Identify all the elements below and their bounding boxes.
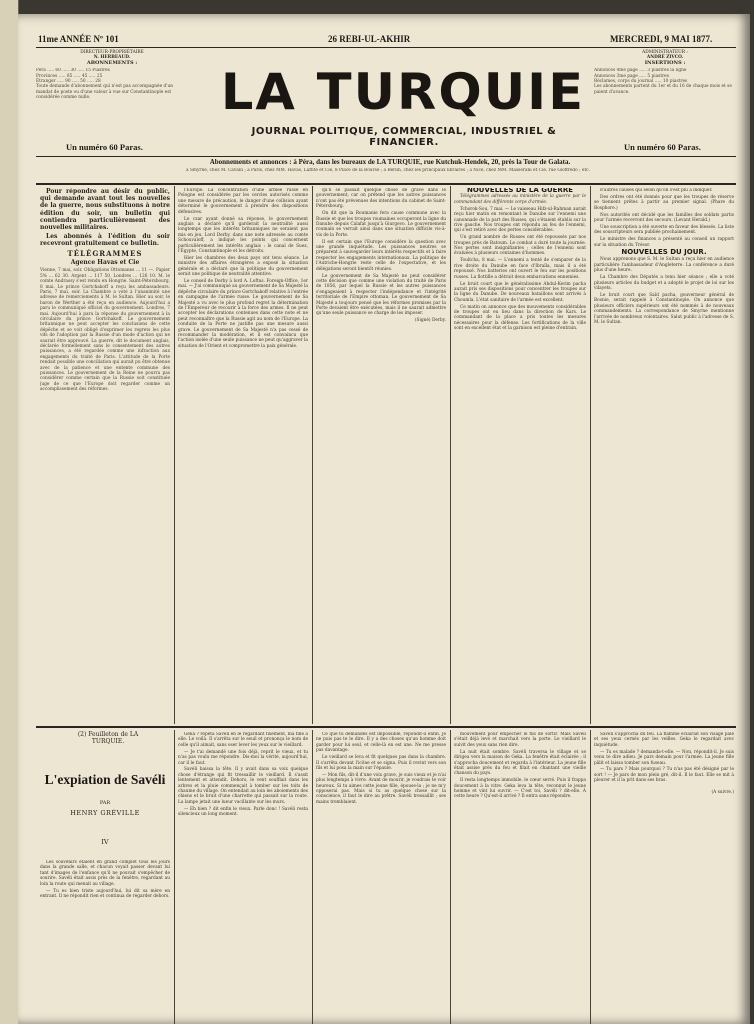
subscription-box-right	[594, 50, 736, 152]
evening-edition-notice-2: Les abonnés à l'édition du soir recevront gratuitement ce bulletin.	[40, 232, 170, 247]
column-1	[40, 188, 170, 722]
director-label: DIRECTEUR-PROPRIÉTAIRE	[80, 50, 144, 55]
to-be-continued: (A suivre.)	[711, 789, 734, 795]
subscription-rates: Péra ..... 60 ..... 30 ..... 15 Piastres Provinces ..... 85 ..... 45 ..... 25 Étranger ..... 90 ..... 50 ..... 28 Toute demande d'abonnement qui n'est pas accompagnée d'un mandat de poste ou d'une valeur à vue sur Constantinople est considérée comme nulle.	[36, 68, 173, 101]
hijri-date: 26 REBI-UL-AKHIR	[328, 34, 411, 44]
issue-number: 11me ANNÉE Nº 101	[38, 34, 119, 44]
column-2: l'Europe. La concentration d'une armée russe en Pologne est considérée par les cercles autorisés comme une mesure de précaution, le danger d'une collision ayant déterminé le gouvernement à prendre des dispositions défensives. Le czar ayant donné sa réponse, le gouvernement anglais a déclaré qu'il garderait la neutralité aussi longtemps que les intérêts britanniques ne seraient pas mis en jeu. Lord Derby, dans une note adressée au comte Schouvaloff, a indiqué les points qui concernent particulièrement les intérêts anglais : le canal de Suez, l'Égypte, Constantinople et les détroits. Hier les chambres des deux pays ont tenu séance. Le ministre des affaires étrangères a exposé la situation générale et a déclaré que la politique du gouvernement serait une politique de neutralité attentive. Le conseil de Derby à lord A. Loftus. Foreign-Office, 1er mai. — J'ai communiqué au gouvernement de Sa Majesté la dépêche circulaire du prince Gortchakoff relative à l'entrée en campagne de l'armée russe. Le gouvernement de Sa Majesté a vu avec le plus profond regret la détermination de l'Empereur de recourir à la force des armes. Il ne peut accepter les déclarations contenues dans cette note et ne peut reconnaître que la Russie agit au nom de l'Europe. La conduite de la Porte ne justifie pas une mesure aussi grave. Le gouvernement de Sa Majesté n'a pas cessé de recommander la modération, et il est convaincu que l'action isolée d'une seule puissance ne peut qu'aggraver la situation de l'Orient et compromettre la paix générale.	[178, 188, 308, 349]
feuilleton-par: PAR	[99, 800, 111, 806]
subscription-notice: Abonnements et annonces : à Péra, dans les bureaux de LA TURQUIE, rue Kutchuk-Hendek, 20, près la Tour de Galata.	[209, 158, 571, 166]
price-right: Un numéro 60 Paras.	[624, 142, 701, 152]
feuilleton-title: L'expiation de Savéli	[44, 772, 166, 787]
war-news-heading: NOUVELLES DE LA GUERRE	[467, 188, 573, 194]
evening-edition-notice: Pour répondre au désir du public, qui demande avant tout les nouvelles de la guerre, nous substituons à notre édition du soir, un bulletin qui contiendra particulièrement des nouvelles militaires.	[40, 188, 170, 232]
column-5-lead: d'autres causes qui selon qu'on s'est plu à indiquer.	[600, 188, 713, 193]
telegrams-heading: TÉLÉGRAMMES	[67, 249, 143, 259]
column-4: NOUVELLES DE LA GUERRE Télégrammes adressés au ministère de la guerre par le commandant des différents corps d'armée. Tchorok-Sou, 7 mai. — Le vaisseau Hifz-ul-Rahman aurait reçu hier matin en remontant le Danube sur l'ennemi une canonnade de la part des Russes, qui s'étaient établis sur la rive gauche. Nos troupes ont répondu au feu de l'ennemi, qui s'est retiré avec des pertes considérables. Un grand nombre de Russes ont été repoussés par nos troupes près de Batoum. Le combat a duré toute la journée. Nos pertes sont insignifiantes ; celles de l'ennemi sont évaluées à plusieurs centaines d'hommes. Toultcha, 8 mai. — L'ennemi a tenté de s'emparer de la rive droite du Danube en face d'Ibraïla, mais il a été repoussé. Nos batteries ont ouvert le feu sur les positions russes. La flottille a détruit deux embarcations ennemies. Le bruit court que le généralissime Abdul-Kerim pacha aurait pris ses dispositions pour concentrer les troupes sur la ligne du Danube. De nouveaux bataillons sont arrivés à Choumla. L'état sanitaire de l'armée est excellent. Ce matin on annonce que des mouvements considérables de troupes ont eu lieu dans la direction de Kars. Le commandant de la place a pris toutes les mesures nécessaires pour la défense. Les fortifications de la ville sont en excellent état et la garnison est pleine d'entrain.	[454, 188, 586, 332]
subscriptions-label: ABONNEMENTS :	[86, 59, 138, 66]
agency-heading: Agence Havas et Cie	[70, 258, 140, 266]
feuilleton-heading: (2) Feuilleton de LA TURQUIE.	[77, 731, 139, 745]
feuilleton-author: HENRY GRÉVILLE	[70, 809, 140, 817]
feuilleton-col-3: Ce que tu demandes est impossible, répondit-il enfin. Je ne puis pas te le dire. Il y a des choses qu'un homme doit garder pour lui seul, et celle-là en est une. Ne me presse pas davantage. Le vieillard se leva et fit quelques pas dans la chambre. Il s'arrêta devant l'icône et se signa. Puis il revint vers son fils et lui posa la main sur l'épaule. — Mon fils, dit-il d'une voix grave, je suis vieux et je n'ai plus longtemps à vivre. Avant de mourir, je voudrais te voir heureux. Si tu aimes cette jeune fille, épouse-la ; je ne m'y opposerai pas. Mais si tu as quelque chose sur la conscience, il faut le dire au prêtre. Savéli tressaillit ; ses mains tremblaient.	[316, 732, 446, 805]
insertion-rates: Annonces 4me page ..... 3 piastres la ligne Annonces 3me page ..... 5 piastres Réclames, corps du journal ..... 10 piastres Les abonnements partent du 1er et du 16 de chaque mois et se paient d'avance.	[594, 68, 732, 95]
feuilleton-chapter: IV	[101, 838, 109, 846]
newspaper-page	[18, 14, 750, 1024]
day-news-heading: NOUVELLES DU JOUR.	[621, 248, 707, 257]
feuilleton-col-2: Geka ? répéta Savéli en le regardant fixement, ma fille à elle. Le voilà. Il s'arrêta sur le seuil et prononça le nom de celle qu'il aimait, sans oser lever les yeux sur le vieillard. — Je t'ai demandé une fois déjà, reprit le vieux, et tu n'as pas voulu me répondre. Dis-moi la vérité, aujourd'hui, car il le faut. Savéli baissa la tête. Il y avait dans sa voix quelque chose d'étrange qui fit tressaillir le vieillard. Il s'assit lentement et attendit. Dehors, le vent soufflait dans les arbres et la pluie commençait à tomber sur les toits de chaume du village. On entendait au loin les aboiements des chiens et le bruit d'une charrette qui passait sur la route. La lampe jetait une lueur vacillante sur les murs. — Eh bien ? dit enfin le vieux. Parle donc ! Savéli resta silencieux un long moment.	[178, 732, 308, 818]
price-left: Un numéro 60 Paras.	[66, 142, 143, 152]
column-3: qu'il se passait quelque chose de grave dans le gouvernement, car on prétend que les autres puissances n'ont pas été prévenues des intentions du cabinet de Saint-Pétersbourg. On dit que la Roumanie fera cause commune avec la Russie et que les troupes roumaines occuperont la ligne du Danube depuis Calafat jusqu'à Giurgevo. Le gouvernement roumain se verrait ainsi dans une situation difficile vis-à-vis de la Porte. Il est certain que l'Europe considère la question avec une grande inquiétude. Les puissances neutres se préparent à sauvegarder leurs intérêts respectifs et à faire respecter les engagements internationaux. La politique de l'Autriche-Hongrie reste celle de l'expectative, et les délégations seront bientôt réunies. Le gouvernement de Sa Majesté ne peut considérer cette décision que comme une violation du traité de Paris de 1856, par lequel la Russie et les autres puissances s'engageaient à respecter l'indépendance et l'intégrité territoriale de l'Empire ottoman. Le gouvernement de Sa Majesté a toujours pensé que les réformes promises par la Porte devaient être exécutées, mais il ne saurait admettre qu'une seule puissance se charge de les imposer. (Signé) Derby.	[316, 188, 446, 324]
insertions-label: INSERTIONS :	[644, 59, 686, 66]
director-name: N. HERBEAUD.	[93, 55, 131, 61]
newspaper-title: LA TURQUIE	[220, 63, 586, 121]
column-1-body: Vienne, 7 mai, soir. Obligations Ottomanes ... 11 —. Papier 5% ... 62 30. Argent ... 117 50. Londres ... 126 10. M. le comte Andrassy s'est rendu en Hongrie. Saint-Pétersbourg, 8 mai. Le prince Gortchakoff a reçu les ambassadeurs. Paris, 7 mai, soir. La Chambre a voté à l'unanimité une adresse de remerciements à M. le Sultan. Hier au soir, le baron de Werther a été reçu en audience. Aujourd'hui a paru le communiqué officiel du gouvernement. Londres, 7 mai. Aujourd'hui à paru la réponse du gouvernement à la circulaire du prince Gortchakoff. Le gouvernement britannique ne peut accepter les conclusions de cette dépêche et se voit obligé d'exprimer les regrets les plus vifs de l'adoption par la Russie d'un mode d'action qui ne saurait être approuvé. La guerre, dit le document anglais, déclarée formellement sans le consentement des autres puissances, a été regardée comme une infraction aux engagements du traité de Paris. L'attitude de la Porte rendait possible une conciliation qui aurait pu être obtenue avec de la patience et une entente commune des puissances. Le gouvernement de la Reine ne pourra pas considérer comme certain que la Russie soit constituée juge de ce que l'Europe doit regarder comme un accomplissement des réformes.	[40, 268, 170, 393]
issue-date: MERCREDI, 9 MAI 1877.	[610, 34, 713, 44]
feuilleton-col-1: Les souvenirs étaient en grand complet tous les jours dans la grande salle, et chacun voyait passer devant lui tant d'images de l'enfance qu'il ne pouvait s'empêcher de sourire. Savéli était assis près de la fenêtre, regardant au loin la route qui menait au village. — Tu es bien triste aujourd'hui, lui dit sa mère en entrant. Il ne répondit rien et continua de regarder dehors.	[40, 860, 170, 899]
war-news-intro: Télégrammes adressés au ministère de la guerre par le commandant des différents corps d'armée.	[454, 194, 586, 205]
feuilleton-col-4: mouvement pour empêcher le fils de sortir. Mais Savéli s'était déjà levé et marchait vers la porte. Le vieillard le suivit des yeux sans rien dire. La nuit était sombre. Savéli traversa le village et se dirigea vers la maison de Geka. La fenêtre était éclairée ; il s'approcha doucement et regarda à l'intérieur. La jeune fille était assise près du feu et filait en chantant une vieille chanson du pays. Il resta longtemps immobile, le cœur serré. Puis il frappa doucement à la vitre. Geka leva la tête, reconnut le jeune homme et vint lui ouvrir. — C'est toi, Savéli ? dit-elle. À cette heure ? Qu'est-il arrivé ? Il entra sans répondre.	[454, 732, 586, 800]
column-3-lead: qu'il se passait quelque chose de grave dans le gouvernement, car on prétend que les autres puissances n'ont pas été prévenues des intentions du cabinet de Saint-Pétersbourg.	[316, 188, 446, 210]
feuilleton-col-5: Savéli s'approcha du feu. La flamme éclairait son visage pâle et ses yeux cernés par les veilles. Geka le regardait avec inquiétude. — Tu es malade ? demanda-t-elle. — Non, répondit-il. Je suis venu te dire adieu. Je pars demain pour l'armée. La jeune fille pâlit et laissa tomber son fuseau. — Tu pars ? Mais pourquoi ? Tu n'as pas été désigné par le sort ! — Je pars de mon plein gré, dit-il. Il le faut. Elle se mit à pleurer et il la prit dans ses bras. (A suivre.)	[594, 732, 734, 795]
subscription-box-left	[36, 50, 188, 152]
newspaper-subtitle: JOURNAL POLITIQUE, COMMERCIAL, INDUSTRIEL & FINANCIER.	[251, 126, 557, 148]
column-5: d'autres causes qui selon qu'on s'est plu à indiquer. Des ordres ont été donnés pour que les troupes de réserve se tiennent prêtes à partir au premier signal. (Phare du Bosphore.) Nos autorités ont décidé que les familles des soldats partis pour l'armée recevront des secours. (Levant Herald.) Une souscription a été ouverte en faveur des blessés. La liste des souscripteurs sera publiée prochainement. Le ministre des finances a présenté au conseil un rapport sur la situation du Trésor. NOUVELLES DU JOUR. Nous apprenons que S. M. le Sultan a reçu hier en audience particulière l'ambassadeur d'Angleterre. La conférence a duré plus d'une heure. La Chambre des Députés a tenu hier séance ; elle a voté plusieurs articles du budget et a adopté le projet de loi sur les vilayets. Le bruit court que Saïd pacha, gouverneur général de Bosnie, serait rappelé à Constantinople. On annonce que plusieurs officiers supérieurs ont été nommés à de nouveaux commandements. La correspondance de Smyrne mentionne l'arrivée de nombreux volontaires. Salut public à l'adresse de S. M. le Sultan.	[594, 188, 734, 325]
administrator-name: ANDRÉ ZIVCO.	[646, 55, 684, 61]
column-2-lead: l'Europe. La concentration d'une armée russe en Pologne est considérée par les cercles autorisés comme une mesure de précaution, le danger d'une collision ayant déterminé le gouvernement à prendre des dispositions défensives.	[178, 188, 308, 215]
agents-notice: à Smyrne, chez M. Cavalli ; à Paris, chez MM. Havas, Laffite et Cie, 8 Place de la Bourse ; à Berlin, chez les principaux libraires ; à Nice, chez MM. Masserani et Cie, rue Gioffredo ; etc.	[186, 168, 590, 173]
administrator-label: ADMINISTRATEUR :	[642, 50, 688, 55]
adjacent-page-edge	[0, 0, 19, 1024]
